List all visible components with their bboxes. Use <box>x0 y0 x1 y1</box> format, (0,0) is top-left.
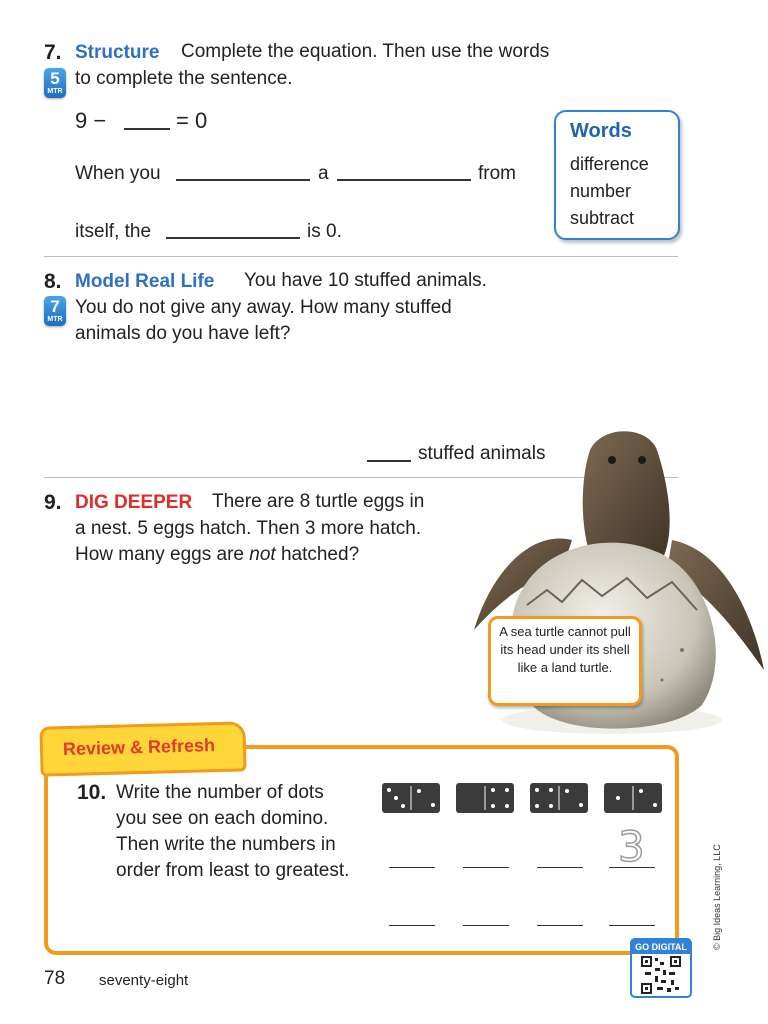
page-number: 78 <box>44 968 66 989</box>
domino-dot <box>401 804 405 808</box>
domino-divider <box>558 786 560 810</box>
divider-q7-q8 <box>44 256 678 257</box>
domino-2-count-blank[interactable] <box>463 867 509 868</box>
domino-dot <box>616 796 620 800</box>
domino-dot <box>505 788 509 792</box>
order-blank-1[interactable] <box>389 925 435 926</box>
q7-prompt-line1: Complete the equation. Then use the words <box>181 41 550 62</box>
word-difference: difference <box>570 154 649 174</box>
domino-2 <box>456 783 514 813</box>
domino-dot <box>565 789 569 793</box>
domino-dot <box>491 804 495 808</box>
words-title: Words <box>570 120 632 142</box>
q7-sentence-part1: When you <box>75 163 161 184</box>
q9-line1: There are 8 turtle eggs in <box>212 491 425 512</box>
q7-heading: Structure <box>75 42 160 63</box>
q9-line3-end: hatched? <box>280 544 360 565</box>
mtr-number: 5 <box>50 69 60 88</box>
domino-dot <box>535 788 539 792</box>
go-digital-label: GO DIGITAL <box>632 940 690 954</box>
q8-line3: animals do you have left? <box>75 323 291 344</box>
q9-line3 <box>75 542 359 568</box>
example-answer-traced: 3 <box>618 822 645 871</box>
domino-3 <box>530 783 588 813</box>
domino-dot <box>417 789 421 793</box>
review-refresh-label: Review & Refresh <box>62 735 216 760</box>
order-blank-2[interactable] <box>463 925 509 926</box>
q9-line3-emphasis: not <box>249 544 276 565</box>
mtr-badge-5 <box>44 68 66 98</box>
q8-answer-unit: stuffed animals <box>418 443 546 464</box>
domino-dot <box>639 789 643 793</box>
q8-line1: You have 10 stuffed animals. <box>244 270 487 291</box>
domino-divider <box>632 786 634 810</box>
mtr-number: 7 <box>50 297 60 316</box>
q8-answer-blank[interactable] <box>367 460 411 462</box>
copyright-notice: © Big Ideas Learning, LLC <box>712 844 722 950</box>
domino-1-count-blank[interactable] <box>389 867 435 868</box>
q7-equation-left: 9 − <box>75 108 107 133</box>
domino-divider <box>410 786 412 810</box>
q9-line2: a nest. 5 eggs hatch. Then 3 more hatch. <box>75 518 422 539</box>
domino-divider <box>484 786 486 810</box>
domino-dot <box>491 788 495 792</box>
callout-text: A sea turtle cannot pull its head under its shell like a land turtle. <box>499 624 631 675</box>
q7-sentence-blank1[interactable] <box>176 179 310 181</box>
q10-line4: order from least to greatest. <box>116 860 350 881</box>
q7-equation-right: = 0 <box>176 108 208 133</box>
mtr-label: MTR <box>47 88 63 95</box>
domino-dot <box>535 804 539 808</box>
order-blank-4[interactable] <box>609 925 655 926</box>
page-number-word: seventy-eight <box>99 972 189 989</box>
q9-line3-start: How many eggs are <box>75 544 244 565</box>
domino-dot <box>431 803 435 807</box>
mtr-label: MTR <box>47 316 63 323</box>
q7-sentence-part4: itself, the <box>75 221 152 242</box>
domino-dot <box>653 803 657 807</box>
q7-sentence-blank3[interactable] <box>166 237 300 239</box>
domino-dot <box>394 796 398 800</box>
q8-line2: You do not give any away. How many stuffed <box>75 297 452 318</box>
word-subtract: subtract <box>570 208 635 228</box>
domino-dot <box>505 804 509 808</box>
domino-dot <box>549 788 553 792</box>
q10-line1: Write the number of dots <box>116 782 324 803</box>
q8-heading: Model Real Life <box>75 271 215 292</box>
domino-dot <box>387 788 391 792</box>
go-digital-qr[interactable] <box>630 938 692 998</box>
domino-4 <box>604 783 662 813</box>
review-refresh-tab <box>39 721 246 776</box>
domino-dot <box>579 803 583 807</box>
qr-code-icon <box>641 956 681 994</box>
order-blank-3[interactable] <box>537 925 583 926</box>
q7-equation-blank[interactable] <box>124 128 170 130</box>
q7-prompt-line2: to complete the sentence. <box>75 68 293 89</box>
q9-number: 9. <box>44 491 62 514</box>
q8-number: 8. <box>44 270 62 293</box>
q7-sentence-part5: is 0. <box>307 221 342 242</box>
domino-3-count-blank[interactable] <box>537 867 583 868</box>
q9-heading: DIG DEEPER <box>75 492 193 513</box>
domino-1 <box>382 783 440 813</box>
q7-sentence-part2: a <box>318 163 329 184</box>
domino-dot <box>549 804 553 808</box>
q10-number: 10. <box>77 781 107 804</box>
word-number: number <box>570 181 632 201</box>
mtr-badge-7 <box>44 296 66 326</box>
turtle-fact-callout <box>488 616 642 706</box>
q10-line3: Then write the numbers in <box>116 834 336 855</box>
q7-number: 7. <box>44 41 62 64</box>
q10-line2: you see on each domino. <box>116 808 329 829</box>
q7-sentence-blank2[interactable] <box>337 179 471 181</box>
words-box <box>554 110 680 240</box>
q7-sentence-part3: from <box>478 163 516 184</box>
